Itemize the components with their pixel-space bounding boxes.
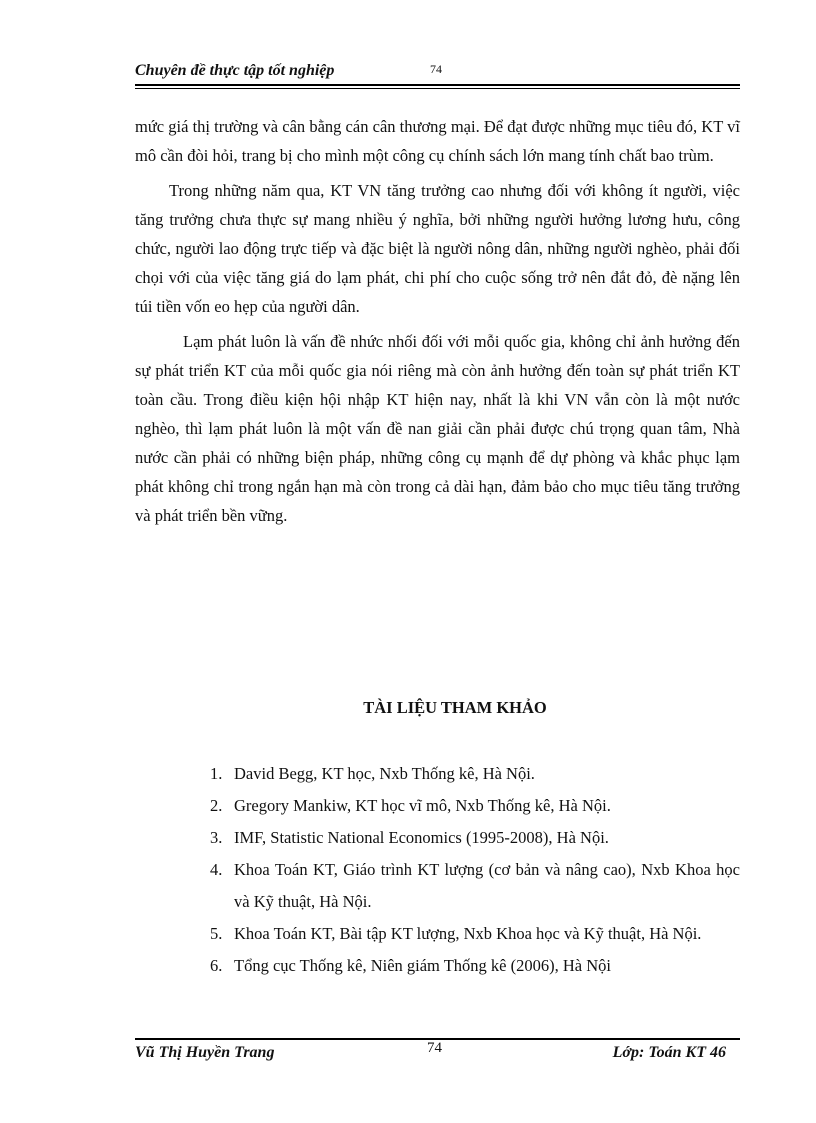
reference-text: Khoa Toán KT, Bài tập KT lượng, Nxb Khoa học và Kỹ thuật, Hà Nội. (234, 924, 702, 943)
reference-number: 1. (210, 764, 223, 783)
reference-text: Khoa Toán KT, Giáo trình KT lượng (cơ bản và nâng cao), Nxb Khoa học và Kỹ thuật, Hà Nội. (234, 860, 740, 911)
reference-number: 2. (210, 796, 223, 815)
header-page-number: 74 (430, 62, 442, 76)
header-title: Chuyên đề thực tập tốt nghiệp (135, 62, 335, 79)
footer-author: Vũ Thị Huyền Trang (135, 1044, 275, 1061)
page-footer (135, 1038, 740, 1066)
reference-item (210, 758, 740, 790)
references-list (210, 758, 740, 982)
reference-item (210, 790, 740, 822)
footer-class-label: Lớp: Toán KT 46 (612, 1044, 726, 1061)
paragraph: Trong những năm qua, KT VN tăng trưởng cao nhưng đối với không ít người, việc tăng trưởng chưa thực sự mang nhiều ý nghĩa, bởi những người hưởng lương hưu, công chức, người lao động trực tiếp và đặc biệt là người nông dân, những người nghèo, phải đối chọi với của việc tăng giá do lạm phát, chi phí cho cuộc sống trở nên đắt đỏ, đè nặng lên túi tiền vốn eo hẹp của người dân. (135, 181, 740, 316)
reference-number: 4. (210, 860, 223, 879)
reference-item (210, 918, 740, 950)
body-text (135, 112, 740, 536)
reference-text: IMF, Statistic National Economics (1995-2008), Hà Nội. (234, 828, 609, 847)
reference-item (210, 854, 740, 918)
footer-page-number: 74 (427, 1040, 442, 1056)
reference-item (210, 822, 740, 854)
page-header (135, 60, 740, 86)
references-title: TÀI LIỆU THAM KHẢO (363, 698, 547, 717)
reference-text: Gregory Mankiw, KT học vĩ mô, Nxb Thống kê, Hà Nội. (234, 796, 611, 815)
reference-number: 5. (210, 924, 223, 943)
reference-item (210, 950, 740, 982)
reference-text: David Begg, KT học, Nxb Thống kê, Hà Nội. (234, 764, 535, 783)
reference-number: 3. (210, 828, 223, 847)
reference-text: Tổng cục Thống kê, Niên giám Thống kê (2006), Hà Nội (234, 956, 611, 975)
reference-number: 6. (210, 956, 223, 975)
paragraph: Lạm phát luôn là vấn đề nhức nhối đối với mỗi quốc gia, không chỉ ảnh hưởng đến sự phát triển KT của mỗi quốc gia nói riêng mà còn ảnh hưởng đến toàn sự phát triển KT toàn cầu. Trong điều kiện hội nhập KT hiện nay, nhất là khi VN vẫn còn là một nước nghèo, thì lạm phát luôn là một vấn đề nan giải cần phải được chú trọng quan tâm, Nhà nước cần phải có những biện pháp, những công cụ mạnh để dự phòng và khắc phục lạm phát không chỉ trong ngắn hạn mà còn trong cả dài hạn, đảm bảo cho mục tiêu tăng trưởng và phát triển bền vững. (135, 332, 740, 525)
paragraph: mức giá thị trường và cân bằng cán cân thương mại. Để đạt được những mục tiêu đó, KT vĩ mô cần đòi hỏi, trang bị cho mình một công cụ chính sách lớn mang tính chất bao trùm. (135, 117, 740, 165)
